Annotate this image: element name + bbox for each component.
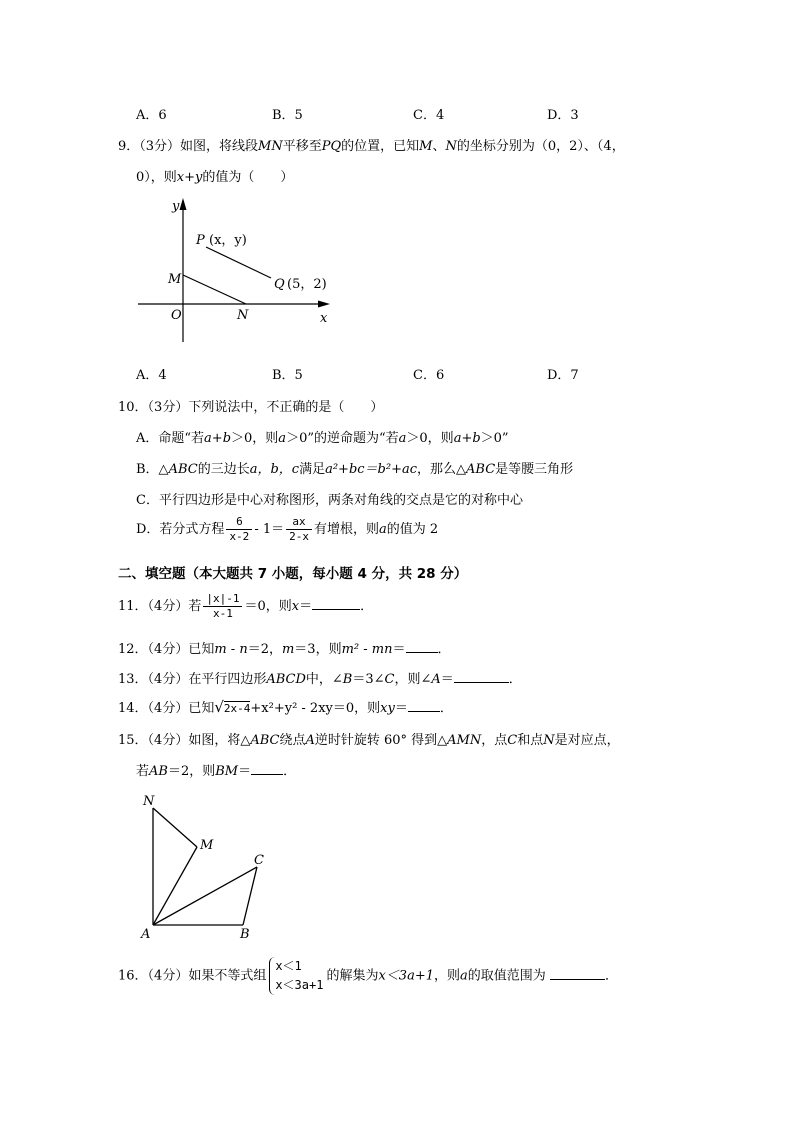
- q16-answer-blank[interactable]: [550, 967, 605, 980]
- sqrt-sign-icon: √: [214, 698, 224, 716]
- segment-nm: [153, 808, 197, 847]
- q9-option-d: D．7: [547, 368, 579, 383]
- q10-fraction-2: $\frac{ax}{2-x}$: [286, 515, 312, 544]
- q13: 13．（4分）在平行四边形ABCD中，∠B＝3∠C，则∠A＝ ．: [118, 672, 522, 687]
- label-c: C: [254, 853, 264, 868]
- label-n: N: [237, 308, 249, 323]
- label-o: O: [171, 308, 182, 323]
- section-2-heading: 二、填空题（本大题共 7 小题，每小题 4 分，共 28 分）: [118, 566, 468, 582]
- label-n: N: [143, 794, 155, 809]
- q12: 12．（4分）已知m - n＝2，m＝3，则m² - mn＝ ．: [118, 642, 451, 657]
- segment-mn: [183, 275, 246, 304]
- q11-fraction: $\frac{|x|-1}{x-1}$: [203, 592, 242, 621]
- q15-answer-blank[interactable]: [251, 762, 283, 775]
- q9-option-b: B．5: [272, 368, 303, 383]
- q14-answer-blank[interactable]: [408, 699, 440, 712]
- q9-option-a: A．4: [136, 368, 167, 383]
- segment-bc: [243, 867, 257, 925]
- label-b: B: [240, 927, 250, 942]
- q8-option-a: A．6: [136, 108, 167, 123]
- q10-fraction-1: $\frac{6}{x-2}$: [226, 515, 252, 544]
- label-x: x: [320, 311, 328, 326]
- label-m: M: [200, 838, 214, 853]
- q11-answer-blank[interactable]: [312, 597, 360, 610]
- label-p-coord: (x，y): [209, 233, 247, 248]
- q9-option-c: C．6: [413, 368, 445, 383]
- q10-option-c: C．平行四边形是中心对称图形，两条对角线的交点是它的对称中心: [136, 493, 523, 508]
- q13-answer-blank[interactable]: [454, 670, 509, 683]
- q10-stem: 10．（3分）下列说法中，不正确的是（ ）: [118, 400, 384, 415]
- label-y: y: [172, 199, 180, 214]
- inequality-system: x＜1 x＜3a+1: [269, 957, 323, 995]
- q15-stem-line1: 15．（4分）如图，将△ABC绕点A逆时针旋转 60° 得到△AMN，点C和点N是对应点，: [118, 733, 620, 748]
- q11: 11．（4分）若 $\frac{|x|-1}{x-1}$ ＝0，则x＝ ．: [118, 592, 374, 620]
- segment-ac: [153, 867, 257, 925]
- segment-pq: [206, 247, 271, 278]
- q9-stem-line2: 0），则x+y的值为（ ）: [136, 170, 294, 185]
- q14: 14．（4分）已知√2x-4+x²+y² - 2xy＝0，则xy＝ ．: [118, 698, 453, 716]
- q14-radicand: 2x-4: [223, 702, 251, 715]
- q12-answer-blank[interactable]: [406, 640, 438, 653]
- y-axis-arrow: [180, 198, 187, 210]
- q9-figure: [130, 192, 340, 352]
- label-q-coord: (5，2): [287, 277, 327, 292]
- q15-figure: [130, 790, 280, 950]
- q8-option-b: B．5: [272, 108, 303, 123]
- q10-option-d: D．若分式方程 $\frac{6}{x-2}$ - 1＝ $\frac{ax}{2-x}$ 有增根，则a的值为 2: [136, 515, 439, 543]
- q16: 16．（4分）如果不等式组 x＜1 x＜3a+1 的解集为x＜3a+1，则a的取值范围为 ．: [118, 957, 618, 995]
- q10-option-a: A．命题“若a+b＞0，则a＞0”的逆命题为“若a＞0，则a+b＞0”: [136, 431, 509, 446]
- label-m: M: [168, 272, 182, 287]
- x-axis-arrow: [318, 301, 330, 308]
- q8-option-d: D．3: [547, 108, 579, 123]
- label-p: P: [196, 233, 205, 248]
- q8-option-c: C．4: [413, 108, 445, 123]
- label-q: Q: [274, 277, 285, 292]
- q9-stem-line1: 9．（3分）如图，将线段MN平移至PQ的位置，已知M、N的坐标分别为（0，2）、（4，: [118, 139, 625, 154]
- label-a: A: [141, 927, 151, 942]
- q15-stem-line2: 若AB＝2，则BM＝ ．: [136, 764, 297, 779]
- q10-option-b: B．△ABC的三边长a，b，c满足a²+bc＝b²+ac，那么△ABC是等腰三角形: [136, 462, 574, 477]
